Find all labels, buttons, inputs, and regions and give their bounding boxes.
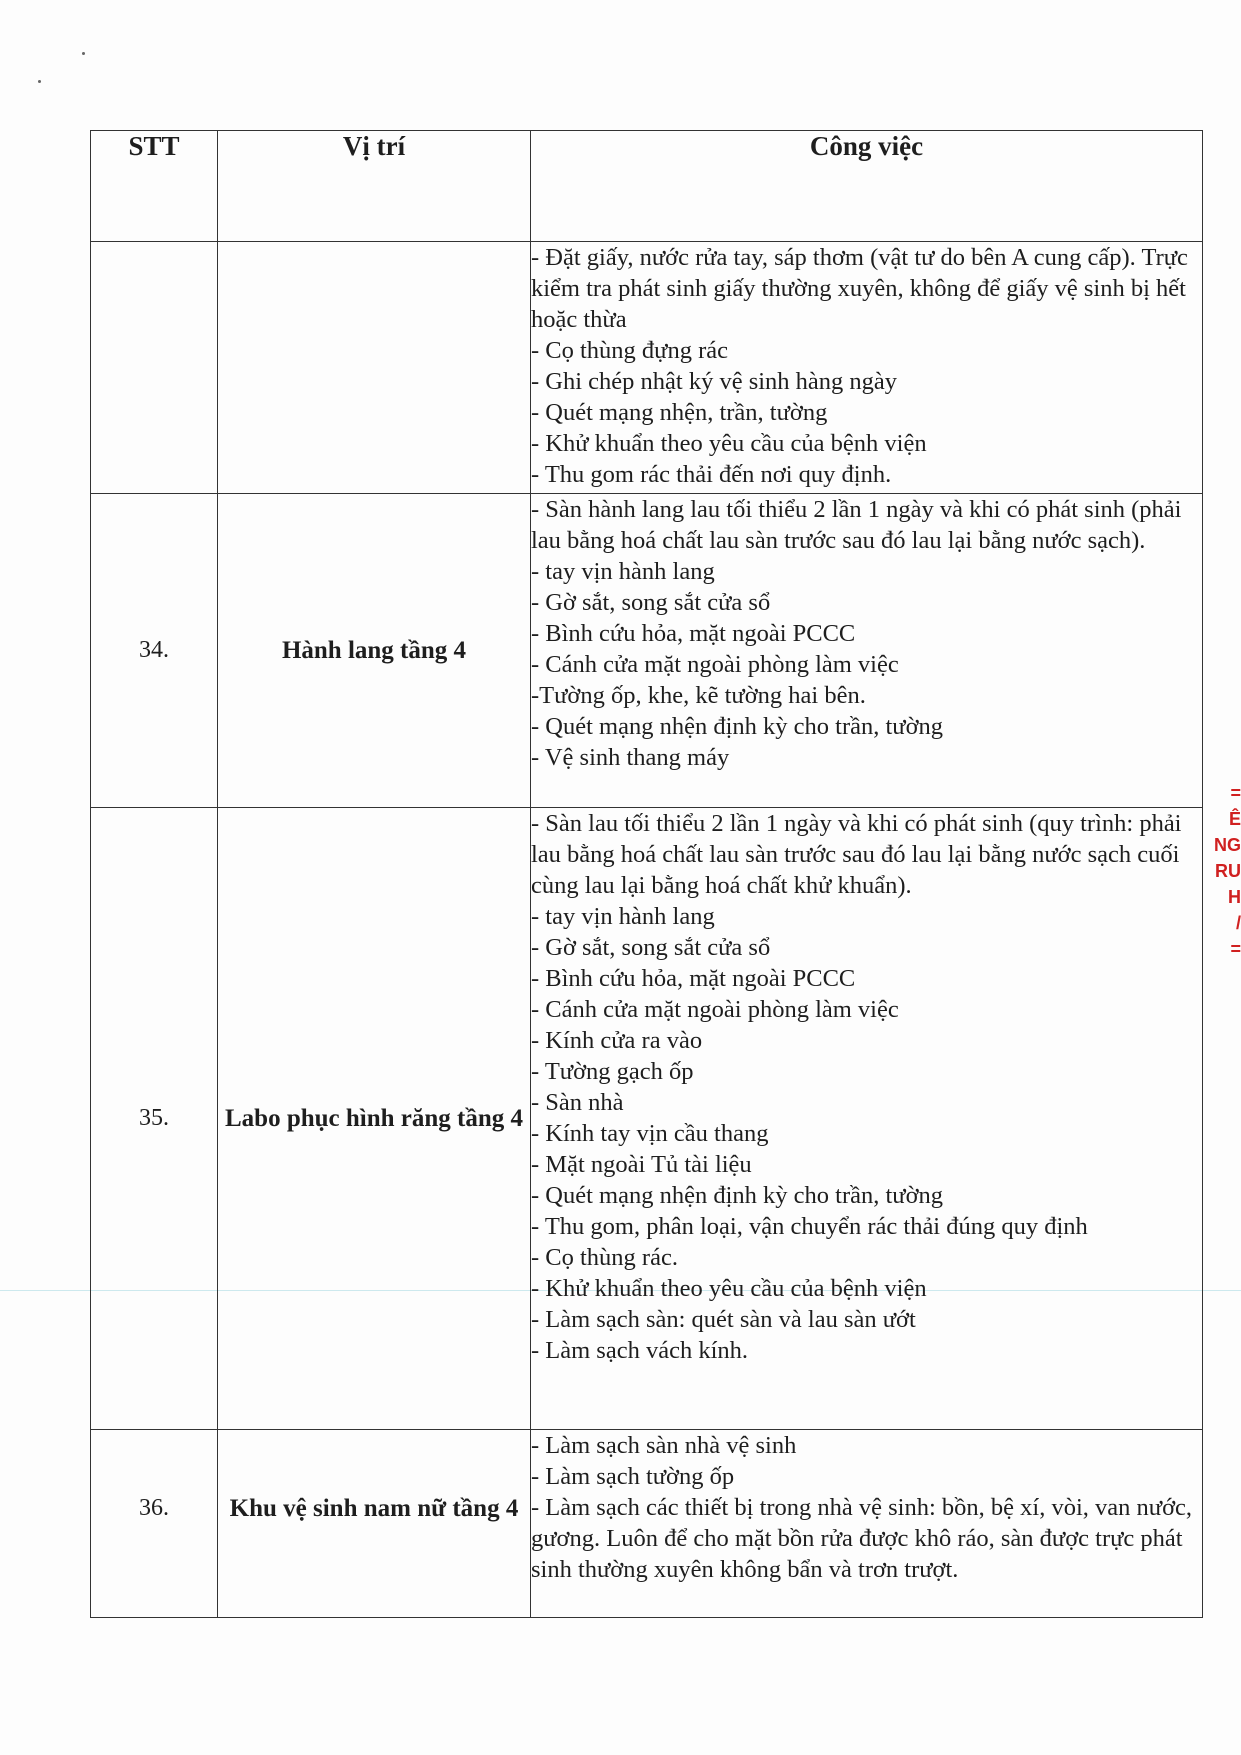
red-stamp-fragment	[1211, 780, 1241, 1010]
work-item: - Khử khuẩn theo yêu cầu của bệnh viện	[531, 430, 927, 457]
stt-cell: 34.	[91, 494, 218, 808]
stt-cell: 36.	[91, 1430, 218, 1618]
work-item: - Sàn lau tối thiểu 2 lần 1 ngày và khi có phát sinh (quy trình: phải lau bằng hoá chất lau sàn trước sau đó lau lại bằng nước sạch cuối cùng lau lại bằng hoá chất khử khuẩn).	[531, 810, 1182, 899]
work-item: - tay vịn hành lang	[531, 903, 715, 930]
scan-speck	[38, 80, 41, 83]
work-item: - Ghi chép nhật ký vệ sinh hàng ngày	[531, 368, 898, 395]
table-header-row	[91, 131, 1203, 242]
work-cell	[531, 242, 1203, 494]
stamp-text: NG	[1214, 835, 1241, 855]
work-item: - Cánh cửa mặt ngoài phòng làm việc	[531, 651, 899, 678]
work-item: - Sàn nhà	[531, 1089, 624, 1116]
work-item: - Làm sạch sàn: quét sàn và lau sàn ướt	[531, 1306, 916, 1333]
work-item: - tay vịn hành lang	[531, 558, 715, 585]
header-stt: STT	[91, 131, 218, 242]
work-item: - Mặt ngoài Tủ tài liệu	[531, 1151, 752, 1178]
work-item: - Làm sạch sàn nhà vệ sinh	[531, 1432, 797, 1459]
table-row	[91, 242, 1203, 494]
work-item: - Quét mạng nhện, trần, tường	[531, 399, 828, 426]
work-item: - Cánh cửa mặt ngoài phòng làm việc	[531, 996, 899, 1023]
work-item: - Quét mạng nhện định kỳ cho trần, tường	[531, 1182, 944, 1209]
header-position: Vị trí	[218, 131, 531, 242]
table-row	[91, 494, 1203, 808]
work-item: - Làm sạch vách kính.	[531, 1337, 749, 1364]
work-item: - Khử khuẩn theo yêu cầu của bệnh viện	[531, 1275, 927, 1302]
table-row	[91, 1430, 1203, 1618]
work-item: - Cọ thùng đựng rác	[531, 337, 728, 364]
work-item: - Vệ sinh thang máy	[531, 744, 730, 771]
work-cell	[531, 494, 1203, 808]
work-item: - Gờ sắt, song sắt cửa sổ	[531, 934, 771, 961]
work-table	[90, 130, 1203, 1618]
work-item: - Kính cửa ra vào	[531, 1027, 703, 1054]
work-item: - Làm sạch các thiết bị trong nhà vệ sinh: bồn, bệ xí, vòi, van nước, gương. Luôn để cho mặt bồn rửa được khô ráo, sàn được trực phát sinh thường xuyên không bẩn và trơn trượt.	[531, 1494, 1193, 1583]
work-item: - Đặt giấy, nước rửa tay, sáp thơm (vật tư do bên A cung cấp). Trực kiểm tra phát sinh giấy thường xuyên, không để giấy vệ sinh bị hết hoặc thừa	[531, 244, 1188, 333]
work-item: - Quét mạng nhện định kỳ cho trần, tường	[531, 713, 944, 740]
header-work: Công việc	[531, 131, 1203, 242]
stamp-text: Ê	[1228, 809, 1241, 829]
position-cell: Hành lang tầng 4	[218, 494, 531, 808]
stt-cell: 35.	[91, 808, 218, 1430]
work-item: - Bình cứu hỏa, mặt ngoài PCCC	[531, 620, 856, 647]
work-item: - Kính tay vịn cầu thang	[531, 1120, 769, 1147]
work-item: - Làm sạch tường ốp	[531, 1463, 735, 1490]
work-item: -Tường ốp, khe, kẽ tường hai bên.	[531, 682, 866, 709]
stamp-text: =	[1230, 939, 1241, 959]
work-item: - Sàn hành lang lau tối thiểu 2 lần 1 ngày và khi có phát sinh (phải lau bằng hoá chất lau sàn trước sau đó lau lại bằng nước sạch).	[531, 496, 1182, 554]
scan-speck	[82, 52, 85, 55]
work-cell	[531, 808, 1203, 1430]
work-cell	[531, 1430, 1203, 1618]
work-item: - Tường gạch ốp	[531, 1058, 694, 1085]
work-item: - Cọ thùng rác.	[531, 1244, 678, 1271]
stamp-text: /	[1235, 913, 1241, 933]
position-cell: Khu vệ sinh nam nữ tầng 4	[218, 1430, 531, 1618]
stamp-text: RU	[1215, 861, 1241, 881]
work-item: - Gờ sắt, song sắt cửa sổ	[531, 589, 771, 616]
stamp-text: H	[1228, 887, 1241, 907]
work-item: - Thu gom, phân loại, vận chuyển rác thải đúng quy định	[531, 1213, 1088, 1240]
stt-cell	[91, 242, 218, 494]
stamp-text: =	[1230, 783, 1241, 803]
table-row	[91, 808, 1203, 1430]
position-cell: Labo phục hình răng tầng 4	[218, 808, 531, 1430]
work-item: - Bình cứu hỏa, mặt ngoài PCCC	[531, 965, 856, 992]
work-item: - Thu gom rác thải đến nơi quy định.	[531, 461, 892, 488]
position-cell	[218, 242, 531, 494]
